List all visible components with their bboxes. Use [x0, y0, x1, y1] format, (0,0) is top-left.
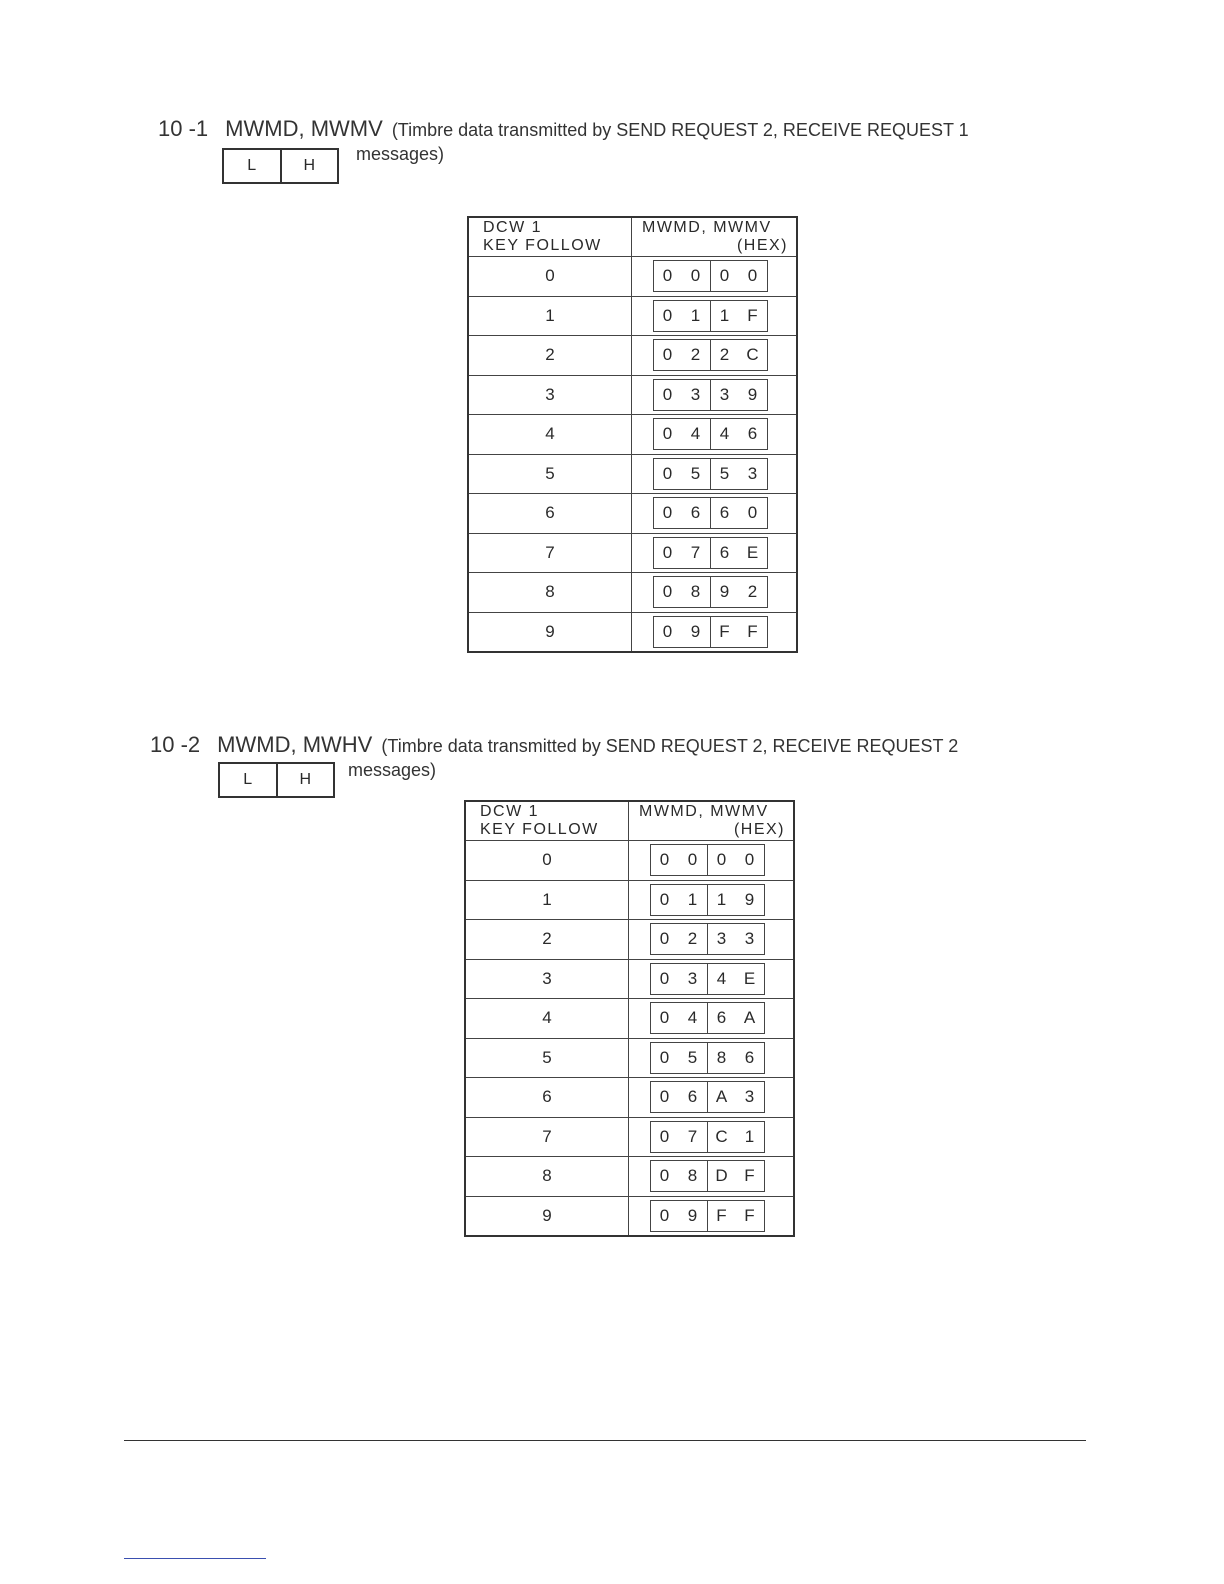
- hex-digit: F: [744, 1205, 755, 1225]
- section-2-messages: messages): [348, 760, 437, 780]
- hex-value-cell: [629, 1038, 795, 1078]
- hex-digit: 0: [659, 1008, 670, 1028]
- section-2-number: 10 -2: [150, 732, 201, 757]
- hex-digit: 6: [747, 424, 758, 444]
- hex-digit: 5: [690, 463, 701, 483]
- section-1-table-body: [468, 257, 797, 653]
- table-row: [465, 1157, 794, 1197]
- hex-digit: 0: [659, 1126, 670, 1146]
- hex-digit: 0: [659, 1166, 670, 1186]
- hex-high-byte: [651, 964, 707, 994]
- table-row: [465, 920, 794, 960]
- hex-digit: 3: [687, 968, 698, 988]
- key-follow-value: 5: [465, 1038, 629, 1078]
- hex-byte-box: [650, 844, 765, 876]
- section-1-registers: MWMD, MWMV: [225, 116, 383, 141]
- hex-value-cell: [629, 959, 795, 999]
- table-row: [468, 415, 797, 455]
- hex-value-cell: [632, 573, 798, 613]
- table-row: [465, 999, 794, 1039]
- hex-value-cell: [632, 533, 798, 573]
- hex-value-cell: [632, 415, 798, 455]
- hex-value-cell: [629, 920, 795, 960]
- hex-value-cell: [632, 494, 798, 534]
- hex-digit: F: [719, 621, 730, 641]
- hex-digit: 9: [744, 889, 755, 909]
- hex-byte-box: [650, 1081, 765, 1113]
- hex-byte-box: [653, 576, 768, 608]
- hex-digit: 0: [659, 889, 670, 909]
- hex-high-byte: [651, 1043, 707, 1073]
- hex-digit: 0: [687, 850, 698, 870]
- hex-high-byte: [651, 845, 707, 875]
- hex-digit: 6: [744, 1047, 755, 1067]
- hex-digit: 0: [662, 542, 673, 562]
- hex-low-byte: [707, 1201, 764, 1231]
- hex-digit: 0: [662, 621, 673, 641]
- header-key-line1: DCW 1: [483, 219, 543, 236]
- hex-digit: 0: [659, 968, 670, 988]
- hex-high-byte: [654, 340, 710, 370]
- low-byte-label: L: [243, 771, 253, 788]
- hex-byte-box: [650, 1042, 765, 1074]
- hex-digit: 0: [662, 424, 673, 444]
- header-val-line1: MWMD, MWMV: [642, 219, 772, 236]
- hex-low-byte: [707, 1161, 764, 1191]
- hex-low-byte: [707, 1003, 764, 1033]
- section-1-heading: [158, 116, 969, 142]
- hex-value-cell: [632, 257, 798, 297]
- high-byte-label: H: [276, 764, 334, 796]
- hex-low-byte: [707, 885, 764, 915]
- hex-high-byte: [654, 419, 710, 449]
- hex-digit: 4: [690, 424, 701, 444]
- hex-byte-box: [650, 1160, 765, 1192]
- section-2-table: [464, 800, 795, 1237]
- footer-link-underline: [124, 1558, 266, 1559]
- hex-high-byte: [654, 617, 710, 647]
- hex-digit: 1: [690, 305, 701, 325]
- hex-high-byte: [654, 498, 710, 528]
- hex-high-byte: [651, 1082, 707, 1112]
- hex-low-byte: [710, 459, 767, 489]
- hex-value-cell: [629, 841, 795, 881]
- table-row: [465, 1117, 794, 1157]
- key-follow-value: 8: [465, 1157, 629, 1197]
- hex-digit: 0: [747, 503, 758, 523]
- hex-digit: 3: [744, 1087, 755, 1107]
- key-follow-value: 1: [468, 296, 632, 336]
- hex-digit: 9: [747, 384, 758, 404]
- hex-digit: 5: [719, 463, 730, 483]
- hex-digit: 0: [662, 384, 673, 404]
- key-follow-value: 1: [465, 880, 629, 920]
- hex-digit: C: [746, 345, 759, 365]
- hex-byte-box: [653, 418, 768, 450]
- key-follow-value: 2: [468, 336, 632, 376]
- table-row: [465, 841, 794, 881]
- hex-low-byte: [707, 924, 764, 954]
- table-row: [468, 296, 797, 336]
- header-key-line2: KEY FOLLOW: [480, 821, 599, 838]
- hex-byte-box: [650, 923, 765, 955]
- hex-digit: 8: [716, 1047, 727, 1067]
- hex-high-byte: [654, 577, 710, 607]
- hex-digit: 2: [747, 582, 758, 602]
- hex-high-byte: [651, 1122, 707, 1152]
- hex-low-byte: [710, 577, 767, 607]
- hex-digit: 3: [744, 929, 755, 949]
- hex-low-byte: [710, 419, 767, 449]
- section-1-byte-order-box: [222, 148, 339, 184]
- hex-digit: C: [715, 1126, 728, 1146]
- hex-value-cell: [629, 1117, 795, 1157]
- high-byte-label: H: [280, 150, 338, 182]
- hex-digit: 4: [687, 1008, 698, 1028]
- section-1-table: [467, 216, 798, 653]
- hex-low-byte: [710, 380, 767, 410]
- hex-byte-box: [653, 379, 768, 411]
- hex-digit: 0: [659, 850, 670, 870]
- hex-high-byte: [654, 538, 710, 568]
- hex-value-cell: [632, 612, 798, 652]
- section-1-messages: messages): [356, 144, 445, 164]
- hex-low-byte: [707, 845, 764, 875]
- hex-byte-box: [650, 884, 765, 916]
- hex-digit: E: [743, 968, 756, 988]
- hex-digit: 3: [716, 929, 727, 949]
- header-val-line1: MWMD, MWMV: [639, 803, 769, 820]
- key-follow-value: 4: [468, 415, 632, 455]
- hex-digit: 3: [719, 384, 730, 404]
- hex-digit: 0: [662, 345, 673, 365]
- hex-low-byte: [707, 1122, 764, 1152]
- hex-digit: 0: [747, 266, 758, 286]
- hex-digit: A: [715, 1087, 728, 1107]
- table-row: [465, 880, 794, 920]
- hex-digit: A: [743, 1008, 756, 1028]
- hex-digit: 6: [719, 503, 730, 523]
- key-follow-value: 3: [465, 959, 629, 999]
- hex-low-byte: [710, 617, 767, 647]
- section-1-description: (Timbre data transmitted by SEND REQUEST 2, RECEIVE REQUEST 1: [391, 120, 969, 140]
- table-row: [465, 959, 794, 999]
- table-header-row: [468, 217, 797, 257]
- hex-high-byte: [651, 1201, 707, 1231]
- hex-digit: 7: [687, 1126, 698, 1146]
- header-key-follow: [468, 217, 632, 257]
- hex-digit: F: [747, 621, 758, 641]
- hex-digit: 0: [662, 463, 673, 483]
- hex-byte-box: [650, 1200, 765, 1232]
- table-row: [468, 454, 797, 494]
- hex-digit: 6: [690, 503, 701, 523]
- section-2-description: (Timbre data transmitted by SEND REQUEST 2, RECEIVE REQUEST 2: [381, 736, 959, 756]
- table-header-row: [465, 801, 794, 841]
- hex-low-byte: [707, 1082, 764, 1112]
- section-2-byte-order-box: [218, 762, 335, 798]
- hex-digit: 6: [719, 542, 730, 562]
- hex-digit: 6: [687, 1087, 698, 1107]
- hex-high-byte: [654, 459, 710, 489]
- hex-digit: 2: [690, 345, 701, 365]
- hex-digit: 3: [690, 384, 701, 404]
- hex-digit: 0: [744, 850, 755, 870]
- key-follow-value: 8: [468, 573, 632, 613]
- section-2-registers: MWMD, MWHV: [217, 732, 373, 757]
- hex-digit: 7: [690, 542, 701, 562]
- table-row: [468, 336, 797, 376]
- table-row: [468, 257, 797, 297]
- hex-byte-box: [653, 497, 768, 529]
- hex-byte-box: [653, 458, 768, 490]
- hex-value-cell: [629, 880, 795, 920]
- key-follow-value: 4: [465, 999, 629, 1039]
- hex-high-byte: [654, 261, 710, 291]
- hex-byte-box: [653, 260, 768, 292]
- hex-high-byte: [654, 301, 710, 331]
- hex-digit: E: [746, 542, 759, 562]
- hex-digit: F: [716, 1205, 727, 1225]
- hex-digit: 0: [659, 1087, 670, 1107]
- header-val-line2: (HEX): [736, 237, 788, 254]
- hex-high-byte: [651, 885, 707, 915]
- hex-byte-box: [650, 963, 765, 995]
- hex-digit: 0: [719, 266, 730, 286]
- hex-value-cell: [629, 1078, 795, 1118]
- hex-digit: 0: [662, 582, 673, 602]
- hex-low-byte: [707, 1043, 764, 1073]
- hex-digit: 1: [719, 305, 730, 325]
- table-row: [468, 612, 797, 652]
- hex-high-byte: [651, 1003, 707, 1033]
- hex-value-cell: [632, 336, 798, 376]
- hex-digit: 1: [716, 889, 727, 909]
- header-val-line2: (HEX): [733, 821, 785, 838]
- low-byte-label: L: [247, 157, 257, 174]
- hex-digit: 1: [687, 889, 698, 909]
- table-row: [468, 494, 797, 534]
- section-1-number: 10 -1: [158, 116, 209, 141]
- hex-high-byte: [651, 1161, 707, 1191]
- hex-low-byte: [710, 498, 767, 528]
- hex-digit: 0: [662, 305, 673, 325]
- footer-divider: [124, 1440, 1086, 1441]
- hex-low-byte: [710, 301, 767, 331]
- hex-value-cell: [632, 375, 798, 415]
- hex-digit: 4: [719, 424, 730, 444]
- key-follow-value: 0: [465, 841, 629, 881]
- hex-digit: 9: [687, 1205, 698, 1225]
- hex-digit: 0: [659, 1205, 670, 1225]
- table-row: [465, 1078, 794, 1118]
- table-row: [465, 1196, 794, 1236]
- hex-digit: 5: [687, 1047, 698, 1067]
- hex-digit: 0: [662, 503, 673, 523]
- hex-digit: 9: [690, 621, 701, 641]
- hex-digit: 0: [716, 850, 727, 870]
- hex-byte-box: [653, 616, 768, 648]
- hex-byte-box: [650, 1002, 765, 1034]
- header-key-line2: KEY FOLLOW: [483, 237, 602, 254]
- hex-low-byte: [707, 964, 764, 994]
- hex-digit: 9: [719, 582, 730, 602]
- hex-low-byte: [710, 261, 767, 291]
- table-row: [465, 1038, 794, 1078]
- hex-high-byte: [651, 924, 707, 954]
- key-follow-value: 2: [465, 920, 629, 960]
- hex-byte-box: [653, 537, 768, 569]
- key-follow-value: 3: [468, 375, 632, 415]
- hex-byte-box: [653, 339, 768, 371]
- key-follow-value: 5: [468, 454, 632, 494]
- hex-digit: 8: [690, 582, 701, 602]
- key-follow-value: 9: [465, 1196, 629, 1236]
- key-follow-value: 6: [465, 1078, 629, 1118]
- header-key-follow: [465, 801, 629, 841]
- hex-digit: 2: [719, 345, 730, 365]
- key-follow-value: 7: [465, 1117, 629, 1157]
- key-follow-value: 7: [468, 533, 632, 573]
- hex-value-cell: [629, 1157, 795, 1197]
- hex-digit: 0: [690, 266, 701, 286]
- hex-digit: 0: [659, 929, 670, 949]
- hex-low-byte: [710, 538, 767, 568]
- header-hex-value: [629, 801, 795, 841]
- section-2-table-body: [465, 841, 794, 1237]
- key-follow-value: 9: [468, 612, 632, 652]
- hex-digit: 1: [744, 1126, 755, 1146]
- hex-value-cell: [632, 296, 798, 336]
- hex-byte-box: [650, 1121, 765, 1153]
- table-row: [468, 375, 797, 415]
- hex-digit: D: [715, 1166, 728, 1186]
- header-hex-value: [632, 217, 798, 257]
- hex-digit: 0: [662, 266, 673, 286]
- key-follow-value: 6: [468, 494, 632, 534]
- hex-high-byte: [654, 380, 710, 410]
- hex-digit: 0: [659, 1047, 670, 1067]
- hex-byte-box: [653, 300, 768, 332]
- hex-digit: F: [744, 1166, 755, 1186]
- hex-value-cell: [629, 999, 795, 1039]
- hex-low-byte: [710, 340, 767, 370]
- hex-value-cell: [629, 1196, 795, 1236]
- table-row: [468, 573, 797, 613]
- hex-digit: 4: [716, 968, 727, 988]
- table-row: [468, 533, 797, 573]
- key-follow-value: 0: [468, 257, 632, 297]
- hex-digit: 2: [687, 929, 698, 949]
- hex-digit: F: [747, 305, 758, 325]
- header-key-line1: DCW 1: [480, 803, 540, 820]
- section-2-heading: [150, 732, 958, 758]
- hex-digit: 6: [716, 1008, 727, 1028]
- hex-digit: 3: [747, 463, 758, 483]
- hex-value-cell: [632, 454, 798, 494]
- hex-digit: 8: [687, 1166, 698, 1186]
